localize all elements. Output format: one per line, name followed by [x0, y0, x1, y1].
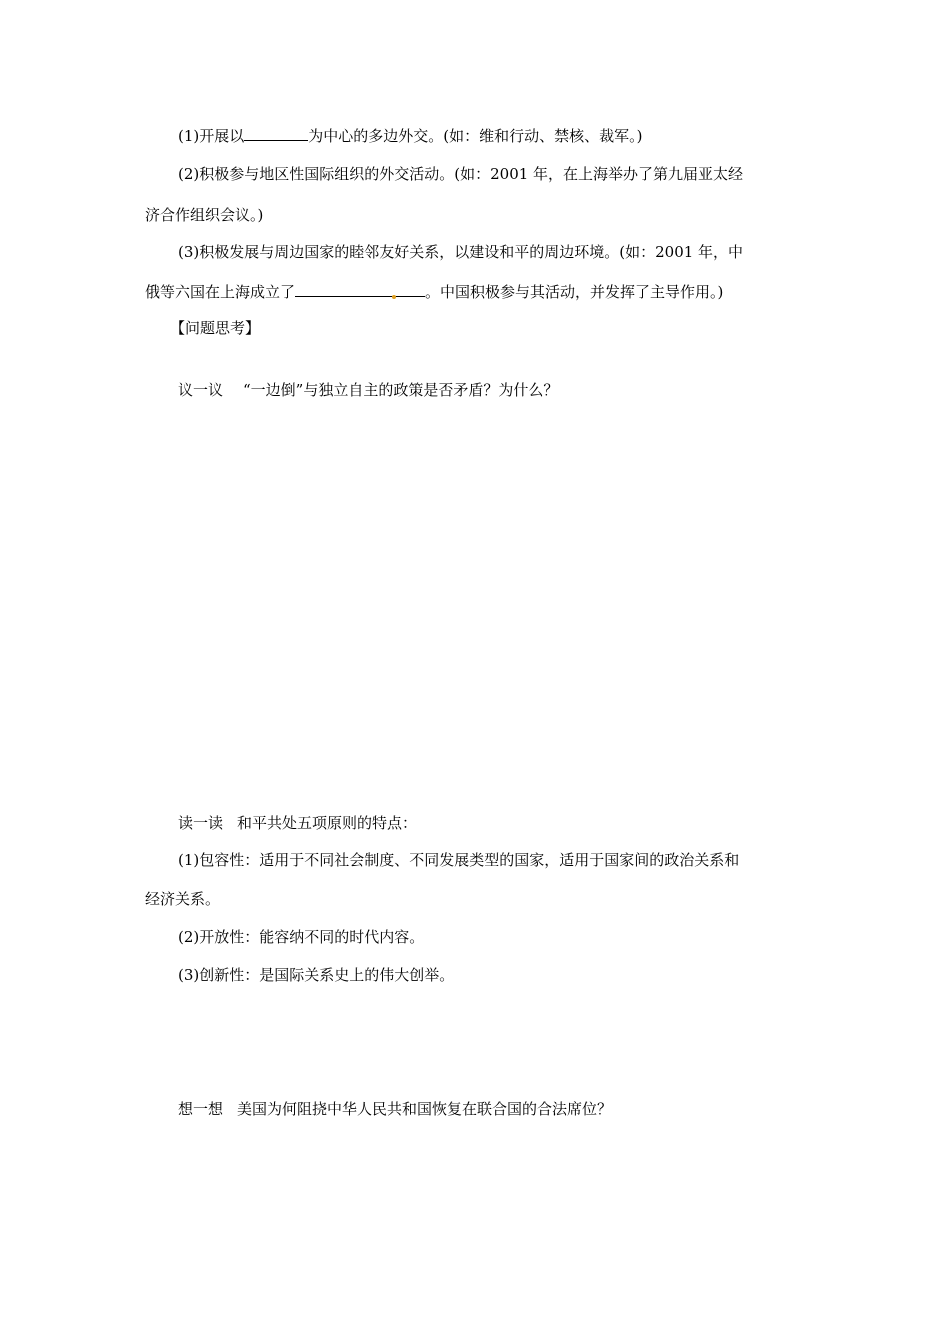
fill-blank-2[interactable] — [295, 282, 425, 297]
read-item-3: (3)创新性：是国际关系史上的伟大创举。 — [178, 966, 455, 984]
read-item-2: (2)开放性：能容纳不同的时代内容。 — [178, 928, 425, 946]
think-text: 美国为何阻挠中华人民共和国恢复在联合国的合法席位？ — [237, 1100, 613, 1118]
item-3-prefix: 俄等六国在上海成立了 — [145, 283, 296, 301]
discuss-text: “一边倒”与独立自主的政策是否矛盾？为什么？ — [243, 381, 559, 399]
item-1-suffix: 为中心的多边外交。(如：维和行动、禁核、裁军。) — [308, 127, 643, 145]
item-3-line-1: (3)积极发展与周边国家的睦邻友好关系，以建设和平的周边环境。(如：2001 年，中 — [178, 243, 744, 261]
discuss-label: 议一议 — [178, 381, 224, 399]
read-item-1-line-1: (1)包容性：适用于不同社会制度、不同发展类型的国家，适用于国家间的政治关系和 — [178, 851, 740, 869]
read-label: 读一读 — [178, 814, 224, 832]
item-1-prefix: (1)开展以 — [178, 127, 245, 145]
item-3-suffix: 。中国积极参与其活动，并发挥了主导作用。) — [425, 283, 724, 301]
read-heading — [178, 813, 417, 833]
item-1-line — [178, 126, 642, 146]
emphasis-dot-icon — [392, 295, 396, 299]
think-question — [178, 1099, 612, 1119]
item-2-line-2: 济合作组织会议。) — [145, 206, 264, 224]
fill-blank-1[interactable] — [244, 126, 308, 141]
section-heading: 【问题思考】 — [170, 319, 261, 337]
read-item-1-line-2: 经济关系。 — [145, 890, 221, 908]
think-label: 想一想 — [178, 1100, 224, 1118]
read-text: 和平共处五项原则的特点： — [237, 814, 418, 832]
discuss-question — [178, 380, 558, 400]
item-3-line-2 — [145, 282, 723, 302]
item-2-line-1: (2)积极参与地区性国际组织的外交活动。(如：2001 年，在上海举办了第九届亚太经 — [178, 165, 744, 183]
